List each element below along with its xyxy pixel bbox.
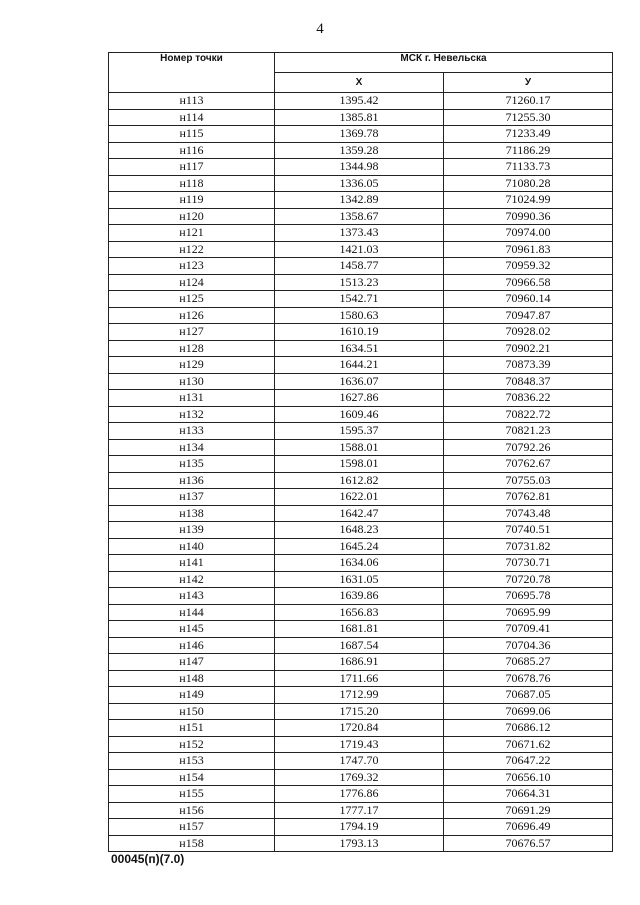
table-row [109, 687, 613, 704]
table-row [109, 291, 613, 308]
x-coordinate-cell: 1385.81 [275, 109, 444, 126]
x-coordinate-cell: 1369.78 [275, 126, 444, 143]
point-number-cell: н128 [109, 340, 275, 357]
point-number-cell: н138 [109, 505, 275, 522]
point-number-cell: н116 [109, 142, 275, 159]
table-row [109, 258, 613, 275]
point-number-cell: н126 [109, 307, 275, 324]
point-number-cell: н148 [109, 670, 275, 687]
x-coordinate-cell: 1634.51 [275, 340, 444, 357]
y-coordinate-cell: 70743.48 [444, 505, 613, 522]
form-code: 00045(п)(7.0) [111, 852, 185, 866]
point-number-cell: н144 [109, 604, 275, 621]
y-coordinate-cell: 70762.81 [444, 489, 613, 506]
table-row [109, 522, 613, 539]
x-coordinate-cell: 1342.89 [275, 192, 444, 209]
table-row [109, 819, 613, 836]
table-row [109, 208, 613, 225]
point-number-cell: н141 [109, 555, 275, 572]
point-number-cell: н115 [109, 126, 275, 143]
x-coordinate-cell: 1777.17 [275, 802, 444, 819]
point-number-cell: н127 [109, 324, 275, 341]
table-row [109, 241, 613, 258]
header-coordinate-system: МСК г. Невельска [275, 53, 613, 73]
table-body [109, 93, 613, 852]
y-coordinate-cell: 70687.05 [444, 687, 613, 704]
x-coordinate-cell: 1610.19 [275, 324, 444, 341]
point-number-cell: н130 [109, 373, 275, 390]
table-row [109, 604, 613, 621]
y-coordinate-cell: 70961.83 [444, 241, 613, 258]
y-coordinate-cell: 70873.39 [444, 357, 613, 374]
table-row [109, 802, 613, 819]
y-coordinate-cell: 70990.36 [444, 208, 613, 225]
x-coordinate-cell: 1359.28 [275, 142, 444, 159]
point-number-cell: н122 [109, 241, 275, 258]
header-y: У [444, 73, 613, 93]
y-coordinate-cell: 70740.51 [444, 522, 613, 539]
point-number-cell: н135 [109, 456, 275, 473]
y-coordinate-cell: 70699.06 [444, 703, 613, 720]
table-row [109, 571, 613, 588]
x-coordinate-cell: 1609.46 [275, 406, 444, 423]
table-row [109, 340, 613, 357]
point-number-cell: н125 [109, 291, 275, 308]
point-number-cell: н114 [109, 109, 275, 126]
table-row [109, 753, 613, 770]
x-coordinate-cell: 1642.47 [275, 505, 444, 522]
coordinates-table [108, 52, 613, 852]
table-row [109, 126, 613, 143]
point-number-cell: н117 [109, 159, 275, 176]
x-coordinate-cell: 1513.23 [275, 274, 444, 291]
table-header [109, 53, 613, 93]
table-row [109, 175, 613, 192]
point-number-cell: н113 [109, 93, 275, 110]
table-row [109, 192, 613, 209]
point-number-cell: н131 [109, 390, 275, 407]
x-coordinate-cell: 1627.86 [275, 390, 444, 407]
y-coordinate-cell: 70730.71 [444, 555, 613, 572]
point-number-cell: н129 [109, 357, 275, 374]
y-coordinate-cell: 70822.72 [444, 406, 613, 423]
y-coordinate-cell: 70695.99 [444, 604, 613, 621]
point-number-cell: н124 [109, 274, 275, 291]
y-coordinate-cell: 70848.37 [444, 373, 613, 390]
y-coordinate-cell: 70974.00 [444, 225, 613, 242]
point-number-cell: н152 [109, 736, 275, 753]
table-row [109, 439, 613, 456]
x-coordinate-cell: 1373.43 [275, 225, 444, 242]
x-coordinate-cell: 1681.81 [275, 621, 444, 638]
x-coordinate-cell: 1421.03 [275, 241, 444, 258]
header-row-top [109, 53, 613, 73]
table-row [109, 357, 613, 374]
point-number-cell: н137 [109, 489, 275, 506]
table-row [109, 456, 613, 473]
table-row [109, 835, 613, 852]
table-row [109, 588, 613, 605]
x-coordinate-cell: 1720.84 [275, 720, 444, 737]
point-number-cell: н118 [109, 175, 275, 192]
y-coordinate-cell: 70656.10 [444, 769, 613, 786]
page-number: 4 [316, 21, 324, 37]
table-row [109, 390, 613, 407]
x-coordinate-cell: 1458.77 [275, 258, 444, 275]
table-row [109, 472, 613, 489]
point-number-cell: н149 [109, 687, 275, 704]
y-coordinate-cell: 70928.02 [444, 324, 613, 341]
y-coordinate-cell: 70755.03 [444, 472, 613, 489]
point-number-cell: н123 [109, 258, 275, 275]
y-coordinate-cell: 71080.28 [444, 175, 613, 192]
point-number-cell: н146 [109, 637, 275, 654]
x-coordinate-cell: 1358.67 [275, 208, 444, 225]
x-coordinate-cell: 1598.01 [275, 456, 444, 473]
table-row [109, 555, 613, 572]
table-row [109, 159, 613, 176]
y-coordinate-cell: 70678.76 [444, 670, 613, 687]
table-row [109, 423, 613, 440]
point-number-cell: н133 [109, 423, 275, 440]
table-row [109, 736, 613, 753]
y-coordinate-cell: 70704.36 [444, 637, 613, 654]
x-coordinate-cell: 1711.66 [275, 670, 444, 687]
y-coordinate-cell: 70709.41 [444, 621, 613, 638]
table-row [109, 142, 613, 159]
table-row [109, 538, 613, 555]
y-coordinate-cell: 70686.12 [444, 720, 613, 737]
table-row [109, 637, 613, 654]
y-coordinate-cell: 70695.78 [444, 588, 613, 605]
x-coordinate-cell: 1794.19 [275, 819, 444, 836]
point-number-cell: н142 [109, 571, 275, 588]
x-coordinate-cell: 1612.82 [275, 472, 444, 489]
y-coordinate-cell: 70960.14 [444, 291, 613, 308]
y-coordinate-cell: 71260.17 [444, 93, 613, 110]
x-coordinate-cell: 1769.32 [275, 769, 444, 786]
x-coordinate-cell: 1776.86 [275, 786, 444, 803]
point-number-cell: н154 [109, 769, 275, 786]
x-coordinate-cell: 1336.05 [275, 175, 444, 192]
point-number-cell: н158 [109, 835, 275, 852]
point-number-cell: н147 [109, 654, 275, 671]
x-coordinate-cell: 1634.06 [275, 555, 444, 572]
x-coordinate-cell: 1395.42 [275, 93, 444, 110]
x-coordinate-cell: 1687.54 [275, 637, 444, 654]
table-row [109, 786, 613, 803]
x-coordinate-cell: 1656.83 [275, 604, 444, 621]
table-row [109, 93, 613, 110]
y-coordinate-cell: 70731.82 [444, 538, 613, 555]
y-coordinate-cell: 70664.31 [444, 786, 613, 803]
x-coordinate-cell: 1719.43 [275, 736, 444, 753]
x-coordinate-cell: 1631.05 [275, 571, 444, 588]
point-number-cell: н121 [109, 225, 275, 242]
point-number-cell: н143 [109, 588, 275, 605]
point-number-cell: н150 [109, 703, 275, 720]
table-row [109, 489, 613, 506]
table-row [109, 274, 613, 291]
y-coordinate-cell: 70647.22 [444, 753, 613, 770]
point-number-cell: н157 [109, 819, 275, 836]
y-coordinate-cell: 70676.57 [444, 835, 613, 852]
x-coordinate-cell: 1648.23 [275, 522, 444, 539]
header-point-number: Номер точки [109, 53, 275, 93]
point-number-cell: н119 [109, 192, 275, 209]
x-coordinate-cell: 1595.37 [275, 423, 444, 440]
y-coordinate-cell: 70821.23 [444, 423, 613, 440]
x-coordinate-cell: 1344.98 [275, 159, 444, 176]
table-row [109, 406, 613, 423]
y-coordinate-cell: 70685.27 [444, 654, 613, 671]
x-coordinate-cell: 1580.63 [275, 307, 444, 324]
x-coordinate-cell: 1712.99 [275, 687, 444, 704]
table-row [109, 769, 613, 786]
y-coordinate-cell: 70959.32 [444, 258, 613, 275]
y-coordinate-cell: 71024.99 [444, 192, 613, 209]
y-coordinate-cell: 71186.29 [444, 142, 613, 159]
table-row [109, 621, 613, 638]
x-coordinate-cell: 1588.01 [275, 439, 444, 456]
x-coordinate-cell: 1542.71 [275, 291, 444, 308]
table-row [109, 373, 613, 390]
point-number-cell: н151 [109, 720, 275, 737]
y-coordinate-cell: 70696.49 [444, 819, 613, 836]
point-number-cell: н153 [109, 753, 275, 770]
point-number-cell: н145 [109, 621, 275, 638]
point-number-cell: н155 [109, 786, 275, 803]
table-row [109, 670, 613, 687]
point-number-cell: н132 [109, 406, 275, 423]
point-number-cell: н134 [109, 439, 275, 456]
x-coordinate-cell: 1639.86 [275, 588, 444, 605]
y-coordinate-cell: 71233.49 [444, 126, 613, 143]
x-coordinate-cell: 1644.21 [275, 357, 444, 374]
y-coordinate-cell: 70671.62 [444, 736, 613, 753]
header-x: Х [275, 73, 444, 93]
x-coordinate-cell: 1622.01 [275, 489, 444, 506]
y-coordinate-cell: 71133.73 [444, 159, 613, 176]
point-number-cell: н136 [109, 472, 275, 489]
table-row [109, 720, 613, 737]
table-row [109, 324, 613, 341]
table-row [109, 703, 613, 720]
y-coordinate-cell: 70947.87 [444, 307, 613, 324]
y-coordinate-cell: 70966.58 [444, 274, 613, 291]
y-coordinate-cell: 70792.26 [444, 439, 613, 456]
x-coordinate-cell: 1636.07 [275, 373, 444, 390]
x-coordinate-cell: 1747.70 [275, 753, 444, 770]
table-row [109, 307, 613, 324]
y-coordinate-cell: 70720.78 [444, 571, 613, 588]
y-coordinate-cell: 70902.21 [444, 340, 613, 357]
table-row [109, 225, 613, 242]
x-coordinate-cell: 1715.20 [275, 703, 444, 720]
point-number-cell: н139 [109, 522, 275, 539]
x-coordinate-cell: 1645.24 [275, 538, 444, 555]
x-coordinate-cell: 1793.13 [275, 835, 444, 852]
y-coordinate-cell: 70762.67 [444, 456, 613, 473]
table-row [109, 505, 613, 522]
table-row [109, 109, 613, 126]
table-row [109, 654, 613, 671]
x-coordinate-cell: 1686.91 [275, 654, 444, 671]
y-coordinate-cell: 70836.22 [444, 390, 613, 407]
point-number-cell: н140 [109, 538, 275, 555]
point-number-cell: н120 [109, 208, 275, 225]
point-number-cell: н156 [109, 802, 275, 819]
y-coordinate-cell: 70691.29 [444, 802, 613, 819]
y-coordinate-cell: 71255.30 [444, 109, 613, 126]
